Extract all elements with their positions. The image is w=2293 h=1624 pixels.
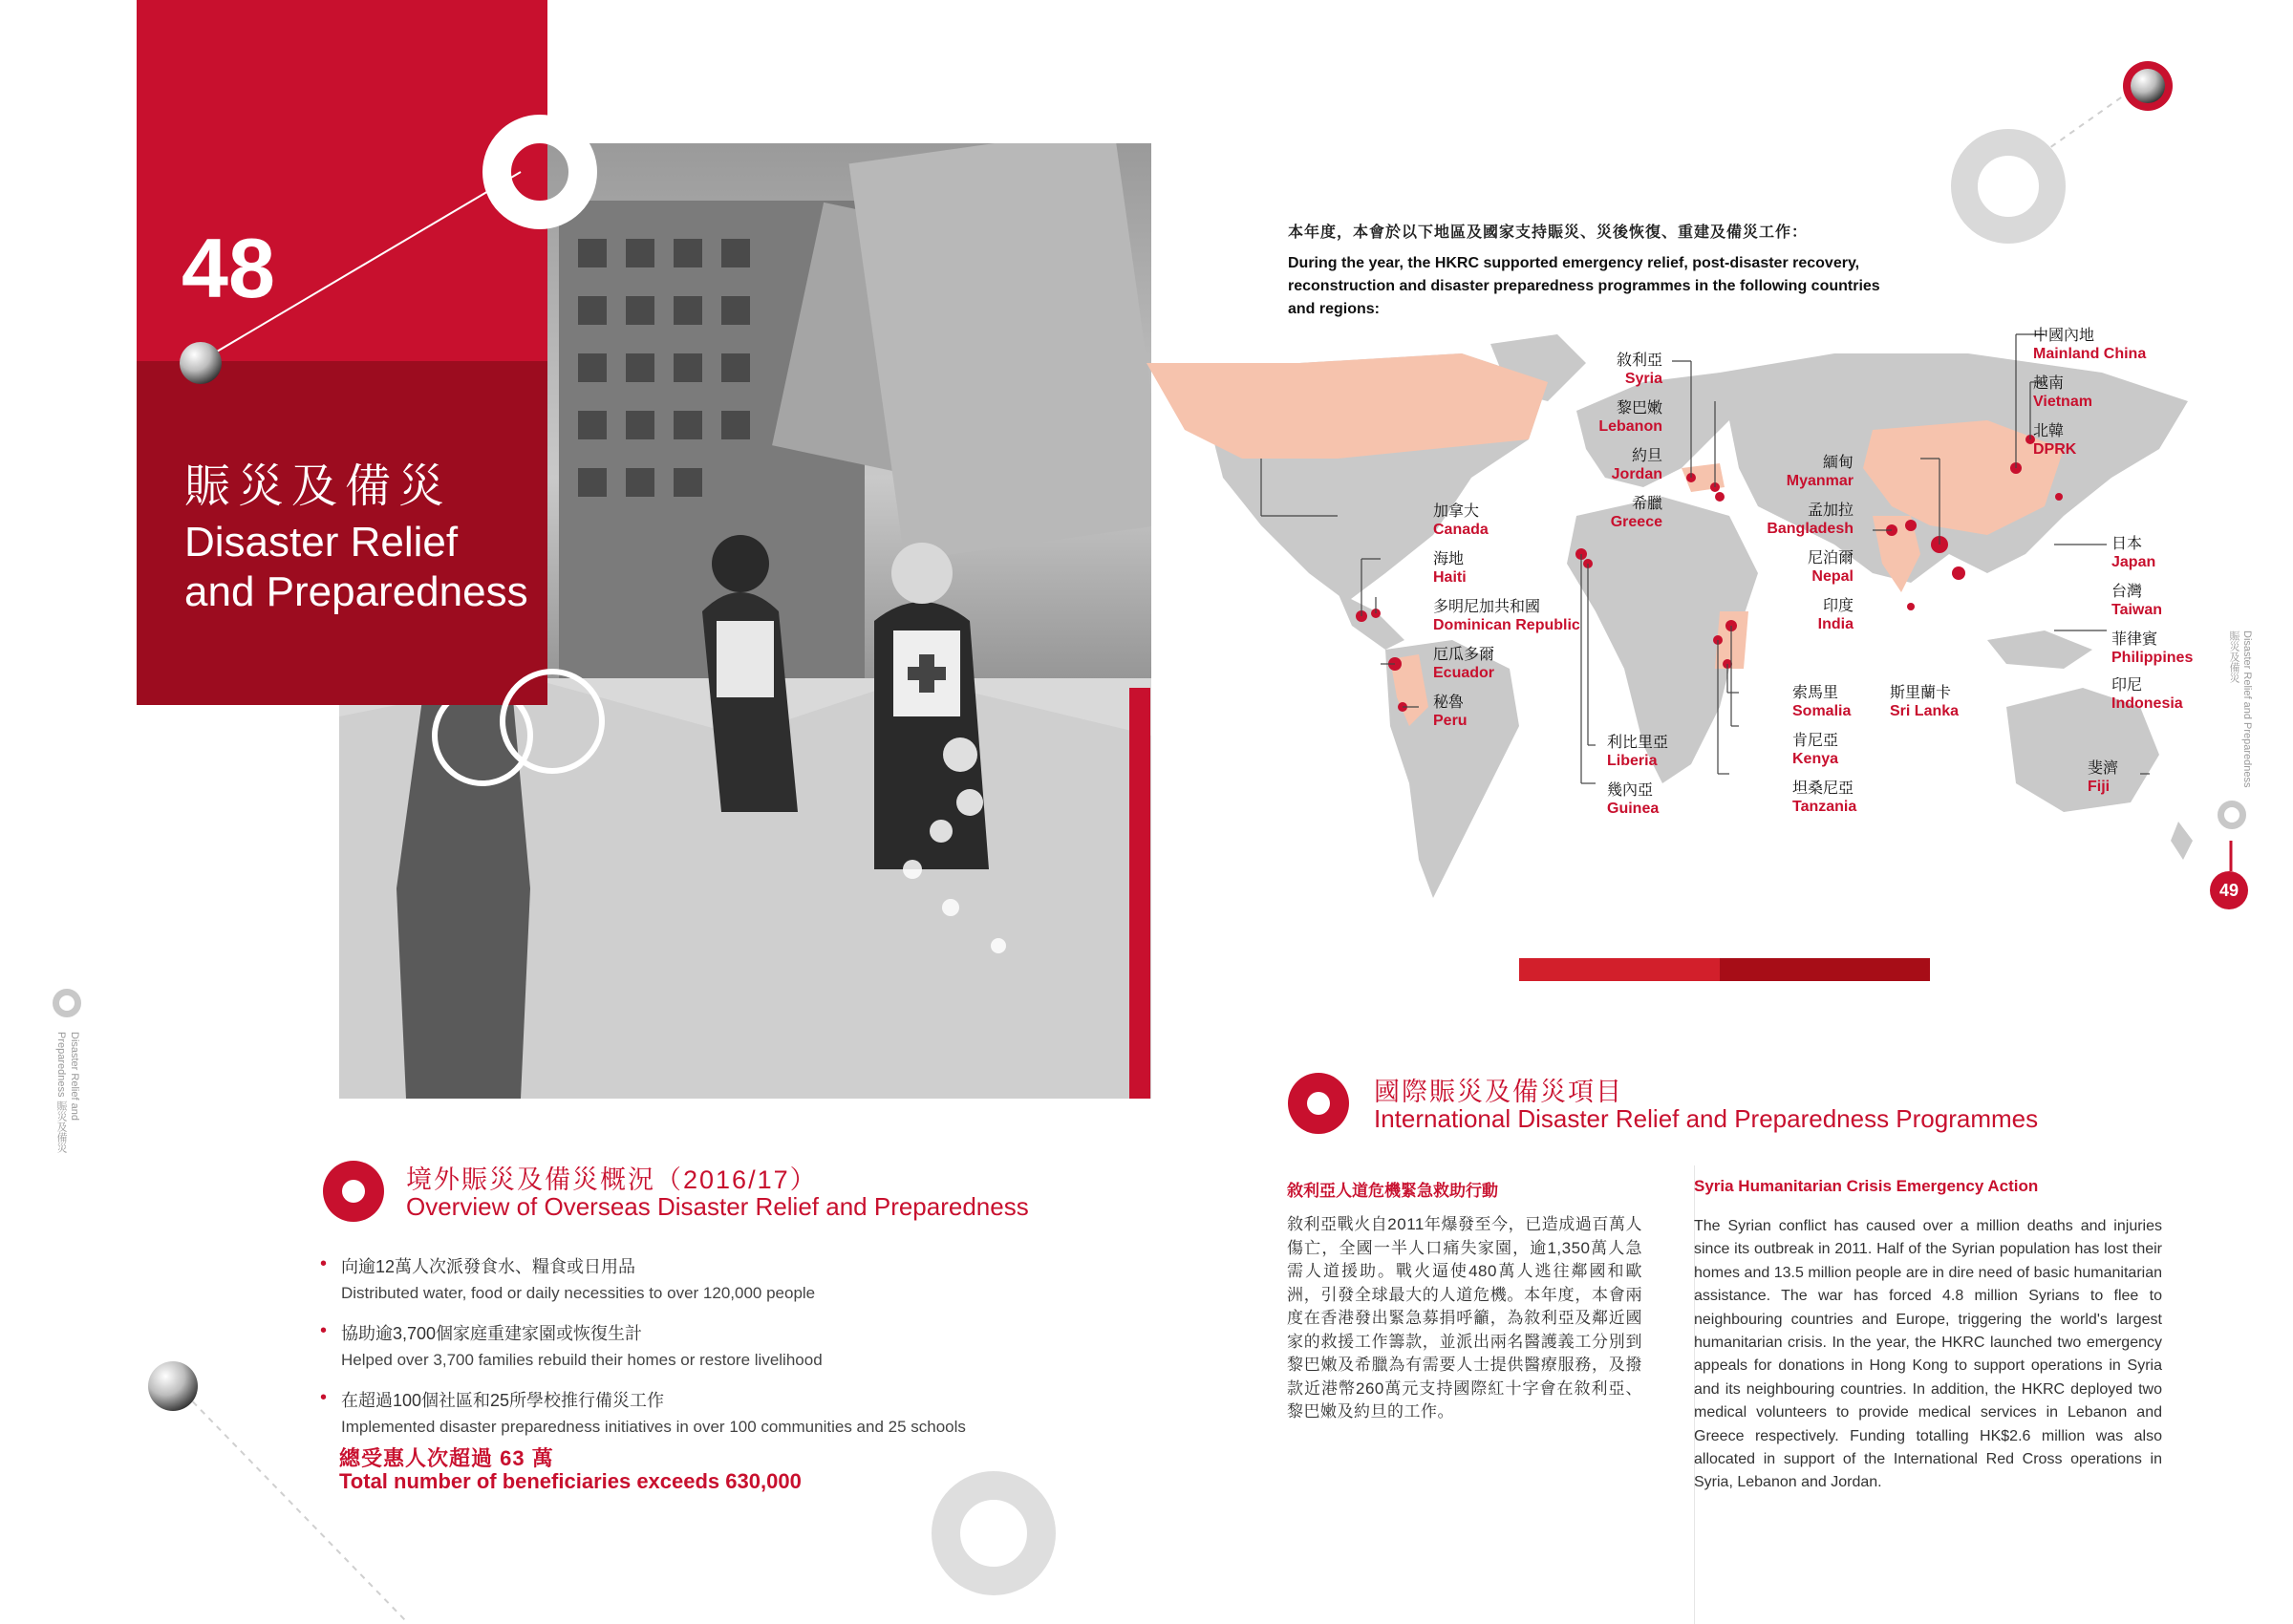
map-label-philippines: 菲律賓 Philippines — [2111, 631, 2194, 666]
chrome-sphere-icon — [148, 1361, 198, 1411]
map-label-china: 中國內地 Mainland China — [2033, 328, 2147, 362]
map-label-dprk: 北韓 DPRK — [2033, 423, 2077, 458]
chrome-sphere-icon — [180, 342, 222, 384]
overview-list — [320, 1253, 1046, 1454]
ring-icon — [500, 669, 605, 774]
section-title-en-line2: and Preparedness — [184, 568, 528, 615]
map-label-japan: 日本 Japan — [2111, 536, 2156, 570]
ring-icon — [482, 115, 597, 229]
side-label — [54, 1032, 80, 1185]
ring-icon — [53, 989, 81, 1017]
side-label-en: Disaster Relief and Preparedness — [55, 1032, 80, 1121]
map-label-canada: 加拿大 Canada — [1433, 503, 1489, 538]
list-item: • 向逾12萬人次派發食水、糧食或日用品 Distributed water, food or daily necessities to over 120,000 people — [320, 1253, 1046, 1303]
map-label-jordan: 約旦 Jordan — [1611, 448, 1662, 482]
map-label-srilanka: 斯里蘭卡 Sri Lanka — [1890, 685, 1960, 719]
map-label-dominican: 多明尼加共和國 Dominican Republic — [1433, 599, 1580, 633]
map-label-guinea: 幾內亞 Guinea — [1607, 782, 1660, 817]
section-bullet-icon — [1288, 1073, 1349, 1134]
map-label-greece: 希臘 Greece — [1610, 496, 1662, 530]
intro-text-zh: 本年度，本會於以下地區及國家支持賑災、災後恢復、重建及備災工作： — [1288, 224, 1809, 241]
side-label — [2226, 630, 2253, 793]
side-label-zh: 賑災及備災 — [2228, 630, 2239, 683]
page-number: 48 — [182, 221, 275, 315]
map-label-syria: 敘利亞 Syria — [1616, 353, 1662, 387]
map-label-taiwan: 台灣 Taiwan — [2111, 584, 2163, 618]
map-label-somalia: 索馬里 Somalia — [1792, 685, 1852, 719]
map-label-fiji: 斐濟 Fiji — [2088, 760, 2119, 795]
map-label-haiti: 海地 Haiti — [1433, 551, 1467, 586]
ring-icon — [1951, 129, 2066, 244]
color-bar-dark — [1720, 958, 1930, 981]
intro-text-en: During the year, the HKRC supported emergency relief, post-disaster recovery, reconstruction and disaster preparedness programmes in the following countries and regions: — [1288, 255, 1880, 317]
syria-subheading-en: Syria Humanitarian Crisis Emergency Action — [1694, 1177, 2039, 1195]
programmes-heading-en: International Disaster Relief and Preparedness Programmes — [1374, 1104, 2039, 1133]
list-item: • 協助逾3,700個家庭重建家園或恢復生計 Helped over 3,700 families rebuild their homes or restore livelihood — [320, 1320, 1046, 1370]
syria-subheading-zh: 敘利亞人道危機緊急救助行動 — [1287, 1182, 1498, 1200]
section-title-zh: 賑災及備災 — [184, 461, 453, 512]
map-label-nepal: 尼泊爾 Nepal — [1807, 550, 1854, 585]
beneficiaries-en: Total number of beneficiaries exceeds 630,000 — [339, 1469, 802, 1493]
ring-icon — [932, 1471, 1056, 1595]
map-label-lebanon: 黎巴嫩 Lebanon — [1598, 400, 1662, 435]
side-label-zh: 賑災及備災 — [55, 1100, 67, 1153]
map-label-vietnam: 越南 Vietnam — [2033, 375, 2092, 410]
map-label-myanmar: 緬甸 Myanmar — [1786, 455, 1854, 489]
color-bar — [1519, 958, 1720, 981]
world-map-svg — [1146, 325, 2207, 917]
ring-icon — [2218, 801, 2246, 829]
syria-body-zh: 敘利亞戰火自2011年爆發至今，已造成過百萬人傷亡，全國一半人口痛失家園，逾1,350萬人急需人道援助。戰火逼使480萬人逃往鄰國和歐洲，引發全球最大的人道危機。本年度，本會兩度在香港發出緊急募捐呼籲，為敘利亞及鄰近國家的救援工作籌款，並派出兩名醫護義工分別到黎巴嫩及希臘為有需要人士提供醫療服務，及撥款近港幣260萬元支持國際紅十字會在敘利亞、黎巴嫩及約旦的工作。 — [1287, 1215, 1642, 1421]
map-label-liberia: 利比里亞 Liberia — [1607, 735, 1669, 769]
list-item: • 在超過100個社區和25所學校推行備災工作 Implemented disaster preparedness initiatives in over 100 communities and 25 schools — [320, 1387, 1046, 1437]
map-label-india: 印度 India — [1817, 598, 1854, 632]
section-title-en-line1: Disaster Relief — [184, 519, 459, 566]
overview-heading-en: Overview of Overseas Disaster Relief and Preparedness — [406, 1192, 1029, 1221]
syria-body-en: The Syrian conflict has caused over a million deaths and injuries since its outbreak in 2011. Half of the Syrian population has lost their homes and 13.5 million people are in dire need of basic humanitarian assistance. The war has forced 4.8 million Syrians to flee to neighbouring countries and Europe, triggering the world's largest humanitarian crisis. In the year, the HKRC launched two emergency appeals for donations in Hong Kong to support operations in Syria and its neighbouring countries. In addition, the HKRC deployed two medical volunteers to provide medical services in Lebanon and Greece respectively. Funding totalling HK$2.6 million was also allocated in support of the International Red Cross operations in Syria, Lebanon and Jordan. — [1694, 1218, 2162, 1491]
beneficiaries-zh: 總受惠人次超過 63 萬 — [339, 1446, 554, 1470]
map-label-ecuador: 厄瓜多爾 Ecuador — [1433, 647, 1495, 681]
page-number-badge: 49 — [2210, 871, 2248, 909]
map-label-kenya: 肯尼亞 Kenya — [1792, 733, 1839, 767]
world-map — [1146, 325, 2207, 917]
map-label-tanzania: 坦桑尼亞 Tanzania — [1792, 780, 1857, 815]
overview-heading-zh: 境外賑災及備災概況（2016/17） — [406, 1165, 818, 1194]
programmes-heading-zh: 國際賑災及備災項目 — [1374, 1078, 1623, 1106]
map-label-bangladesh: 孟加拉 Bangladesh — [1767, 502, 1854, 537]
section-bullet-icon — [323, 1161, 384, 1222]
map-label-peru: 秘魯 Peru — [1433, 694, 1468, 729]
side-label-en: Disaster Relief and Preparedness — [2241, 630, 2253, 788]
chrome-sphere-icon — [2123, 61, 2173, 111]
section-title-en — [184, 518, 528, 617]
map-label-indonesia: 印尼 Indonesia — [2111, 677, 2183, 712]
